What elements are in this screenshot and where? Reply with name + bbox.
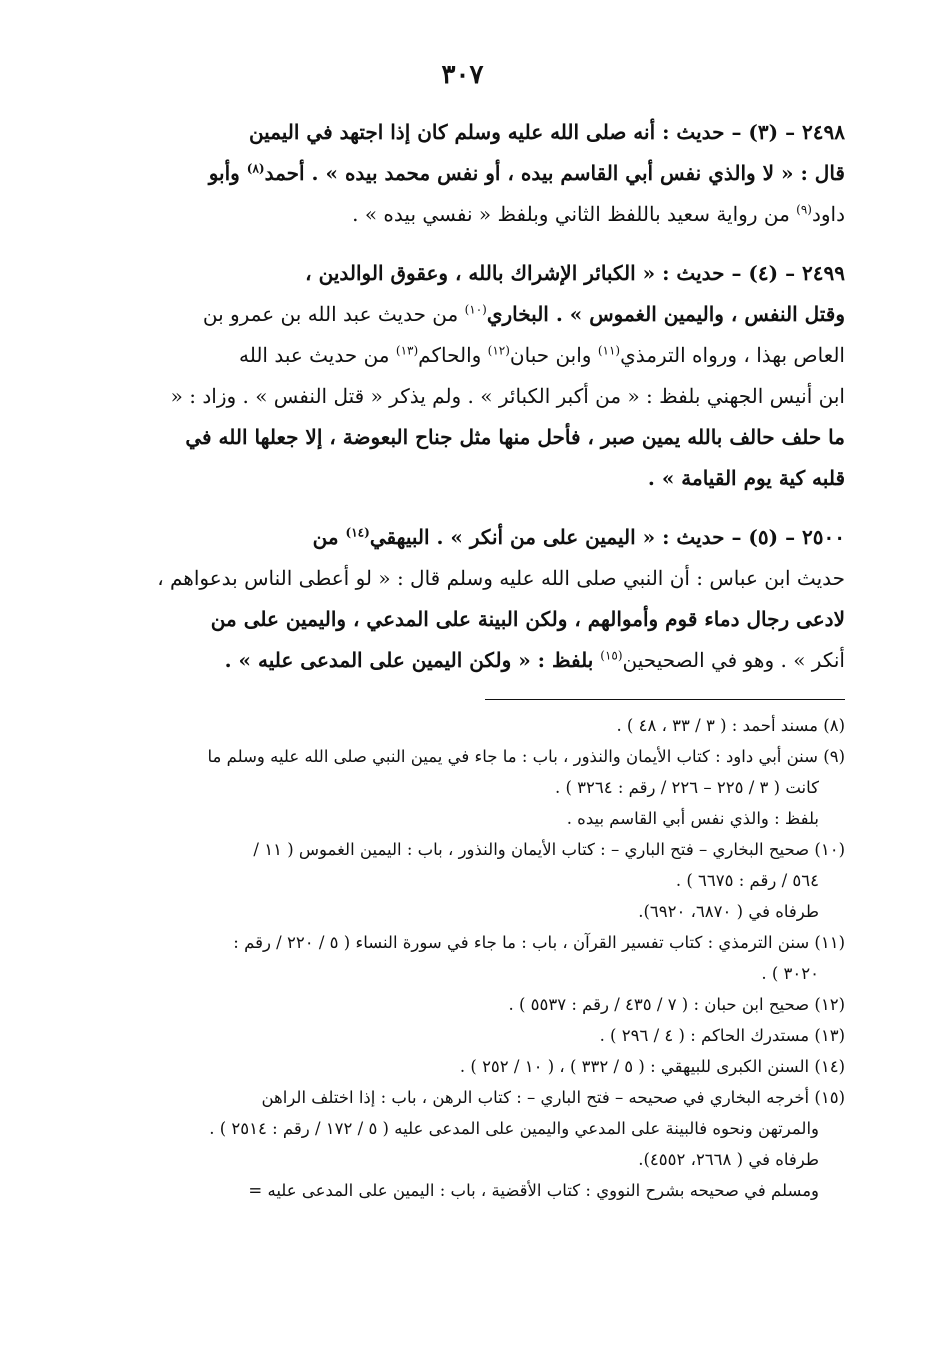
entry-line: قلبه كية يوم القيامة » . [647,466,845,490]
footnote-text: (١٣) مستدرك الحاكم : ( ٤ / ٢٩٦ ) . [599,1026,845,1045]
footnote-14 [80,1051,845,1082]
entry-line: ٢٤٩٨ – (٣) – حديث : أنه صلى الله عليه وسلم كان إذا اجتهد في اليمين [248,120,845,144]
entry-line: ما حلف حالف بالله يمين صبر ، فأحل منها مثل جناح البعوضة ، إلا جعلها الله في [185,425,845,449]
footnote-continuation: كانت ( ٣ / ٢٢٥ – ٢٢٦ / رقم : ٣٢٦٤ ) . [554,778,819,797]
footnote-text: (١٤) السنن الكبرى للبيهقي : ( ٥ / ٣٣٢ ) ، ( ١٠ / ٢٥٢ ) . [459,1057,845,1076]
entry-text: بلفظ : « ولكن اليمين على المدعى عليه » . [224,648,601,672]
entry-line: حديث ابن عباس : أن النبي صلى الله عليه وسلم قال : « لو أعطى الناس بدعواهم ، [157,566,845,590]
footnote-10 [80,834,845,927]
hadith-entry-2498 [80,112,845,235]
entry-line [80,153,845,194]
entry-line [80,517,845,558]
footnote-15 [80,1082,845,1206]
entry-text: داود [811,202,845,226]
entry-text: أنكر » . وهو في الصحيحين [622,648,845,672]
hadith-entry-2499 [80,253,845,499]
entry-text: وابن حبان [509,343,598,367]
entry-line [80,194,845,235]
entry-text: ٢٥٠٠ – (٥) – حديث : « اليمين على من أنكر » . البيهقي [369,525,845,549]
footnote-ref[interactable]: (٩) [796,202,812,217]
page-number: ٣٠٧ [441,60,484,90]
footnote-text: (١٠) صحيح البخاري – فتح الباري – : كتاب الأيمان والنذور ، باب : اليمين الغموس ( ١١ / [253,840,845,859]
entry-text: قال : « لا والذي نفس أبي القاسم بيده ، أو نفس محمد بيده » . أحمد [264,161,845,185]
footnote-divider [485,699,845,700]
footnote-ref[interactable]: (٨) [246,161,265,176]
footnotes [80,710,845,1206]
footnote-continuation: طرفاه في ( ٢٦٦٨، ٤٥٥٢). [638,1150,819,1169]
footnote-ref[interactable]: (١٤) [345,525,370,540]
entry-text: من [312,525,346,549]
footnote-continuation: ومسلم في صحيحه بشرح النووي : كتاب الأقضية ، باب : اليمين على المدعى عليه = [248,1181,819,1200]
entry-text: وأبو [208,161,247,185]
footnote-text: (١٥) أخرجه البخاري في صحيحه – فتح الباري – : كتاب الرهن ، باب : إذا اختلف الراهن [261,1088,845,1107]
book-page [80,60,845,1206]
footnote-continuation: ٥٦٤ / رقم : ٦٦٧٥ ) . [675,871,819,890]
footnote-ref[interactable]: (١١) [597,343,621,358]
footnote-continuation: ٣٠٢٠ ) . [761,964,819,983]
entry-line: ابن أنيس الجهني بلفظ : « من أكبر الكبائر » . ولم يذكر « قتل النفس » . وزاد : « [170,384,845,408]
footnote-text: (٨) مسند أحمد : ( ٣ / ٣٣ ، ٤٨ ) . [616,716,845,735]
entry-text: العاص بهذا ، ورواه الترمذي [620,343,845,367]
entry-line: لادعى رجال دماء قوم وأموالهم ، ولكن البينة على المدعي ، واليمين على من [210,607,845,631]
entry-text: وقتل النفس ، واليمين الغموس » . البخاري [486,302,845,326]
footnote-ref[interactable]: (١٠) [464,302,487,317]
footnote-8 [80,710,845,741]
footnote-text: (٩) سنن أبي داود : كتاب الأيمان والنذور ، باب : ما جاء في يمين النبي صلى الله عليه وسلم ما [207,747,845,766]
footnote-12 [80,989,845,1020]
entry-text: والحاكم [418,343,488,367]
entry-text: من حديث عبد الله بن عمرو بن [202,302,465,326]
hadith-entry-2500 [80,517,845,681]
footnote-ref[interactable]: (١٢) [487,343,510,358]
footnote-ref[interactable]: (١٥) [600,648,623,663]
footnote-text: (١٢) صحيح ابن حبان : ( ٧ / ٤٣٥ / رقم : ٥٥٣٧ ) . [508,995,845,1014]
footnote-continuation: طرفاه في ( ٦٨٧٠، ٦٩٢٠). [638,902,819,921]
footnote-ref[interactable]: (١٣) [395,343,419,358]
footnote-text: (١١) سنن الترمذي : كتاب تفسير القرآن ، باب : ما جاء في سورة النساء ( ٥ / ٢٢٠ / رقم : [233,933,845,952]
footnote-13 [80,1020,845,1051]
entry-text: من حديث عبد الله [238,343,396,367]
footnote-continuation: بلفظ : والذي نفس أبي القاسم بيده . [566,809,819,828]
entry-line [80,335,845,376]
footnote-continuation: والمرتهن ونحوه فالبينة على المدعي واليمين على المدعى عليه ( ٥ / ١٧٢ / رقم : ٢٥١٤ ) . [209,1119,819,1138]
footnote-9 [80,741,845,834]
entry-text: من رواية سعيد باللفظ الثاني وبلفظ « نفسي بيده » . [352,202,797,226]
entry-line: ٢٤٩٩ – (٤) – حديث : « الكبائر الإشراك بالله ، وعقوق الوالدين ، [305,261,845,285]
entry-line [80,640,845,681]
entry-line [80,294,845,335]
footnote-11 [80,927,845,989]
